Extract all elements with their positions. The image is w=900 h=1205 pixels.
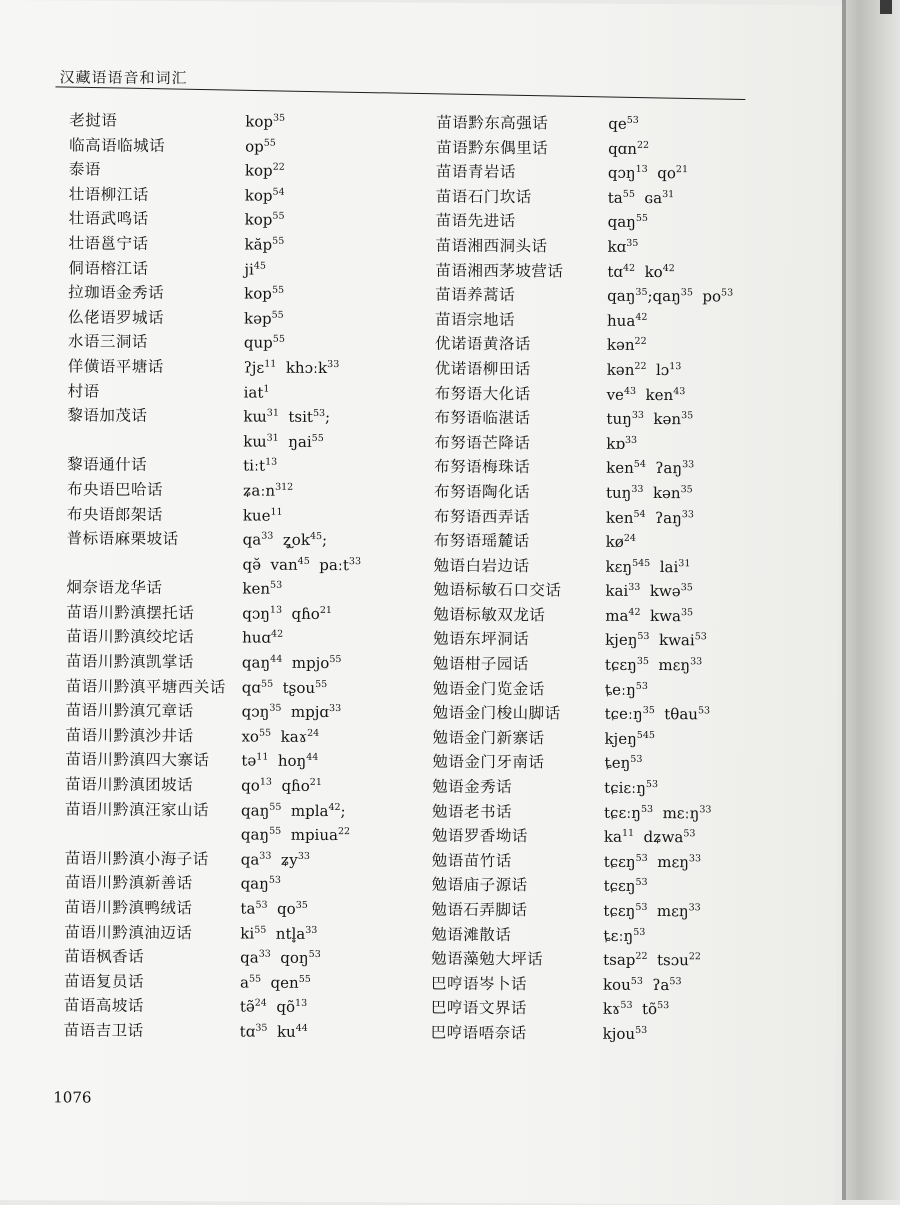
dialect-name: 泰语: [69, 158, 101, 183]
dialect-name: 布央语郎架话: [67, 502, 163, 527]
ipa-transcription: qaŋ$^{44}$ mpjo$^{55}$: [242, 651, 342, 676]
dialect-name: 炯奈语龙华话: [66, 576, 162, 601]
ipa-transcription: kop$^{54}$: [245, 183, 285, 208]
dialect-name: 布努语瑶麓话: [434, 529, 530, 554]
ipa-transcription: kɑ$^{35}$: [607, 235, 638, 260]
ipa-transcription: qɑn$^{22}$: [608, 136, 649, 161]
ipa-transcription: kop$^{35}$: [245, 110, 285, 135]
ipa-transcription: tɕɛŋ$^{53}$ mɛŋ$^{33}$: [603, 899, 700, 924]
ipa-transcription: kən$^{22}$ lɔ$^{13}$: [607, 358, 682, 383]
ipa-transcription: $qa^{33}$ qoŋ$^{53}$: [240, 946, 321, 971]
ipa-transcription: tɑ$^{35}$ $ku^{44}$: [240, 1019, 308, 1044]
dialect-name: 勉语金秀话: [432, 775, 512, 800]
ipa-transcription: iat$^1$: [244, 380, 270, 405]
ipa-transcription: tɕeːŋ$^{35}$ tθau$^{53}$: [605, 702, 711, 727]
dialect-name: 勉语金门牙南话: [432, 750, 544, 775]
ipa-transcription: $ta^{53}$ $qo^{35}$: [240, 896, 307, 921]
ipa-transcription: $qa^{33}$ ʑy$^{33}$: [241, 847, 310, 872]
dialect-name: 苗语川黔滇鸭绒话: [64, 895, 192, 920]
ipa-transcription: kop$^{22}$: [245, 159, 285, 184]
ipa-transcription: kai$^{33}$ kwə$^{35}$: [605, 579, 693, 604]
ipa-transcription: kɛŋ$^{545}$ lai$^{31}$: [605, 554, 690, 579]
dialect-name: 勉语石弄脚话: [431, 898, 527, 923]
ipa-transcription: $qo^{13}$ qɦo$^{21}$: [241, 774, 322, 799]
dialect-name: 侗语榕江话: [68, 256, 148, 281]
dialect-name: 苗语川黔滇团坡话: [65, 772, 193, 797]
dialect-name: 临高语临城话: [69, 133, 165, 158]
ipa-transcription: ȶɛːŋ$^{53}$: [603, 923, 645, 948]
dialect-name: 拉珈语金秀话: [68, 281, 164, 306]
dialect-name: 勉语藻勉大坪话: [431, 947, 543, 972]
ipa-transcription: qup$^{55}$: [244, 331, 285, 356]
corner-mark: [880, 0, 892, 14]
dialect-name: 苗语宗地话: [435, 307, 515, 332]
dialect-name: 苗语川黔滇新善话: [65, 871, 193, 896]
dialect-name: 仫佬语罗城话: [68, 305, 164, 330]
dialect-name: 苗语川黔滇汪家山话: [65, 797, 209, 822]
dialect-name: 壮语柳江话: [69, 182, 149, 207]
dialect-name: 苗语养蒿话: [435, 283, 515, 308]
ipa-transcription: tɕɛːŋ$^{53}$ mɛːŋ$^{33}$: [604, 800, 712, 825]
dialect-name: 巴哼语岑卜话: [431, 971, 527, 996]
ipa-transcription: tɕɛŋ$^{35}$ mɛŋ$^{33}$: [605, 653, 702, 678]
dialect-name: 勉语滩散话: [431, 922, 511, 947]
ipa-transcription: ȶeːŋ$^{53}$: [605, 677, 648, 702]
dialect-name: 苗语川黔滇平塘西关话: [66, 674, 226, 700]
dialect-name: 苗语川黔滇沙井话: [65, 723, 193, 748]
dialect-name: 布努语西弄话: [434, 504, 530, 529]
dialect-name: 水语三洞话: [68, 330, 148, 355]
ipa-transcription: qaŋ$^{55}$: [608, 210, 648, 235]
dialect-name: 布努语大化话: [435, 381, 531, 406]
ipa-transcription: $ma^{42}$ kwa$^{35}$: [605, 604, 693, 629]
ipa-transcription: tə$^{11}$ hoŋ$^{44}$: [241, 749, 318, 774]
ipa-transcription: tiːt$^{13}$: [243, 454, 277, 479]
dialect-name: 壮语武鸣话: [69, 207, 149, 232]
ipa-transcription: ken$^{54}$ ʔaŋ$^{33}$: [606, 505, 694, 530]
ipa-transcription: kop$^{55}$: [245, 208, 285, 233]
ipa-transcription: kɯ$^{31}$ ŋai$^{55}$: [243, 429, 324, 454]
ipa-transcription: tuŋ$^{33}$ kən$^{35}$: [606, 407, 693, 432]
dialect-name: 勉语金门梭山脚话: [433, 701, 561, 726]
dialect-name: 壮语邕宁话: [68, 231, 148, 256]
ipa-transcription: $ki^{55}$ $ntl̥a^{33}$: [240, 921, 317, 946]
dialect-name: 苗语黔东偶里话: [436, 135, 548, 160]
dialect-name: 苗语川黔滇摆托话: [66, 600, 194, 625]
dialect-name: 老挝语: [69, 108, 117, 133]
dialect-name: 苗语川黔滇冗章话: [66, 699, 194, 724]
ipa-transcription: qɔŋ$^{13}$ $qo^{21}$: [608, 161, 688, 186]
right-entry-column: [431, 111, 437, 1046]
ipa-transcription: qɑ$^{55}$ tʂou$^{55}$: [242, 675, 328, 700]
dialect-name: 苗语湘西茅坡营话: [435, 258, 563, 283]
dialect-name: 苗语湘西洞头话: [435, 234, 547, 259]
dialect-name: 苗语吉卫话: [64, 1018, 144, 1043]
ipa-transcription: qaŋ$^{55}$ mpiua$^{22}$: [241, 823, 350, 848]
ipa-transcription: kəp$^{55}$: [244, 306, 284, 331]
dialect-name: 黎语通什话: [67, 453, 147, 478]
dialect-name: 勉语东坪洞话: [433, 627, 529, 652]
ipa-transcription: ken$^{54}$ ʔaŋ$^{33}$: [606, 456, 694, 481]
dialect-name: 勉语白岩边话: [433, 553, 529, 578]
dialect-name: 苗语石门坎话: [436, 184, 532, 209]
dialect-name: 苗语先进话: [436, 209, 516, 234]
ipa-transcription: qɔŋ$^{35}$ mpjɑ$^{33}$: [242, 700, 342, 725]
header-rule: [55, 86, 745, 100]
dialect-name: 巴哼语唔奈话: [431, 1021, 527, 1046]
dialect-name: 布努语梅珠话: [434, 455, 530, 480]
ipa-transcription: $qa^{33}$ $ʐ̥ok^{45}$;: [243, 528, 328, 553]
dialect-name: 苗语川黔滇油迈话: [64, 920, 192, 945]
ipa-transcription: kjou$^{53}$: [603, 1022, 648, 1047]
ipa-transcription: $ji^{45}$: [244, 257, 266, 282]
dialect-name: 普标语麻栗坡话: [67, 527, 179, 552]
dialect-name: 苗语川黔滇绞坨话: [66, 625, 194, 650]
dialect-name: 勉语标敏双龙话: [433, 603, 545, 628]
ipa-transcription: $xo^{55}$ kaɤ$^{24}$: [241, 724, 319, 749]
ipa-transcription: qə̆ van$^{45}$ paːt$^{33}$: [242, 552, 361, 577]
ipa-transcription: tɕɛŋ$^{53}$ mɛŋ$^{33}$: [604, 850, 701, 875]
dialect-name: 布努语临湛话: [434, 406, 530, 431]
ipa-transcription: huɑ$^{42}$: [242, 626, 283, 651]
ipa-transcription: hua$^{42}$: [607, 308, 648, 333]
dialect-name: 苗语高坡话: [64, 994, 144, 1019]
dialect-name: 勉语金门览金话: [433, 676, 545, 701]
ipa-transcription: kjeŋ$^{545}$: [604, 727, 655, 752]
ipa-transcription: $ve^{43}$ ken$^{43}$: [607, 382, 686, 407]
dialect-name: 苗语青岩话: [436, 160, 516, 185]
ipa-transcription: kou$^{53}$ ʔa$^{53}$: [603, 972, 682, 997]
ipa-transcription: $kø^{24}$: [606, 530, 636, 555]
ipa-transcription: ʔjɛ$^{11}$ khɔːk$^{33}$: [244, 355, 340, 380]
page-number: 1076: [53, 1088, 91, 1106]
dialect-name: 布央语巴哈话: [67, 477, 163, 502]
dialect-name: 勉语金门新寨话: [432, 725, 544, 750]
ipa-transcription: ken$^{53}$: [242, 577, 282, 602]
ipa-transcription: qaŋ$^{55}$ mpla$^{42}$;: [241, 798, 346, 823]
ipa-transcription: kɯ$^{31}$ tsit$^{53}$;: [243, 405, 330, 430]
page-edge-shadow: [842, 0, 900, 1200]
ipa-transcription: $ta^{55}$ ɢa$^{31}$: [608, 185, 675, 210]
running-head: 汉藏语语音和词汇: [59, 66, 187, 88]
dialect-name: 勉语标敏石口交话: [433, 578, 561, 603]
ipa-transcription: kue$^{11}$: [243, 503, 283, 528]
dialect-name: 佯僙语平塘话: [68, 354, 164, 379]
ipa-transcription: kjeŋ$^{53}$ kwai$^{53}$: [605, 628, 707, 653]
dialect-name: 巴哼语文界话: [431, 996, 527, 1021]
ipa-transcription: qaŋ$^{53}$: [241, 872, 281, 897]
dialect-name: 优诺语黄洛话: [435, 332, 531, 357]
ipa-transcription: tɑ$^{42}$ $ko^{42}$: [607, 259, 675, 284]
dialect-name: 勉语柑子园话: [433, 652, 529, 677]
ipa-transcription: ȶeŋ$^{53}$: [604, 751, 642, 776]
ipa-transcription: tsap$^{22}$ tsɔu$^{22}$: [603, 948, 701, 973]
ipa-transcription: kən$^{22}$: [607, 333, 647, 358]
dialect-name: 勉语老书话: [432, 799, 512, 824]
dialect-name: 优诺语柳田话: [435, 357, 531, 382]
ipa-transcription: $op^{55}$: [245, 134, 276, 159]
ipa-transcription: kop$^{55}$: [244, 282, 284, 307]
ipa-transcription: tɕɛŋ$^{53}$: [604, 874, 648, 899]
ipa-transcription: $a^{55}$ qen$^{55}$: [240, 970, 311, 995]
ipa-transcription: kɒ$^{33}$: [606, 431, 637, 456]
ipa-transcription: $qe^{53}$: [608, 112, 639, 137]
dialect-name: 布努语陶化话: [434, 480, 530, 505]
dialect-name: 布努语芒降话: [434, 430, 530, 455]
dialect-name: 苗语川黔滇四大寨话: [65, 748, 209, 773]
dialect-name: 村语: [68, 379, 100, 404]
dialect-name: 苗语黔东高强话: [436, 111, 548, 136]
ipa-transcription: ʑaːn$^{312}$: [243, 478, 293, 503]
dialect-name: 勉语罗香坳话: [432, 824, 528, 849]
dialect-name: 勉语苗竹话: [432, 848, 512, 873]
ipa-transcription: qɔŋ$^{13}$ qɦo$^{21}$: [242, 601, 332, 626]
dialect-name: 苗语复员话: [64, 969, 144, 994]
dialect-name: 苗语川黔滇小海子话: [65, 846, 209, 871]
ipa-transcription: tɕiɛːŋ$^{53}$: [604, 776, 658, 801]
ipa-transcription: tə̃$^{24}$ $qõ^{13}$: [240, 995, 307, 1020]
dialect-name: 苗语枫香话: [64, 945, 144, 970]
page-edge-line: [842, 0, 846, 1200]
ipa-transcription: kɤ$^{53}$ $tõ^{53}$: [603, 997, 670, 1022]
ipa-transcription: $ka^{11}$ dʑwa$^{53}$: [604, 825, 696, 850]
ipa-transcription: tuŋ$^{33}$ kən$^{35}$: [606, 481, 693, 506]
ipa-transcription: qaŋ$^{35}$;qaŋ$^{35}$ $po^{53}$: [607, 284, 733, 309]
dialect-name: 黎语加茂话: [67, 404, 147, 429]
left-entry-column: [64, 108, 70, 1043]
ipa-transcription: kăp$^{55}$: [244, 232, 284, 257]
dialect-name: 苗语川黔滇凯掌话: [66, 649, 194, 674]
dialect-name: 勉语庙子源话: [432, 873, 528, 898]
